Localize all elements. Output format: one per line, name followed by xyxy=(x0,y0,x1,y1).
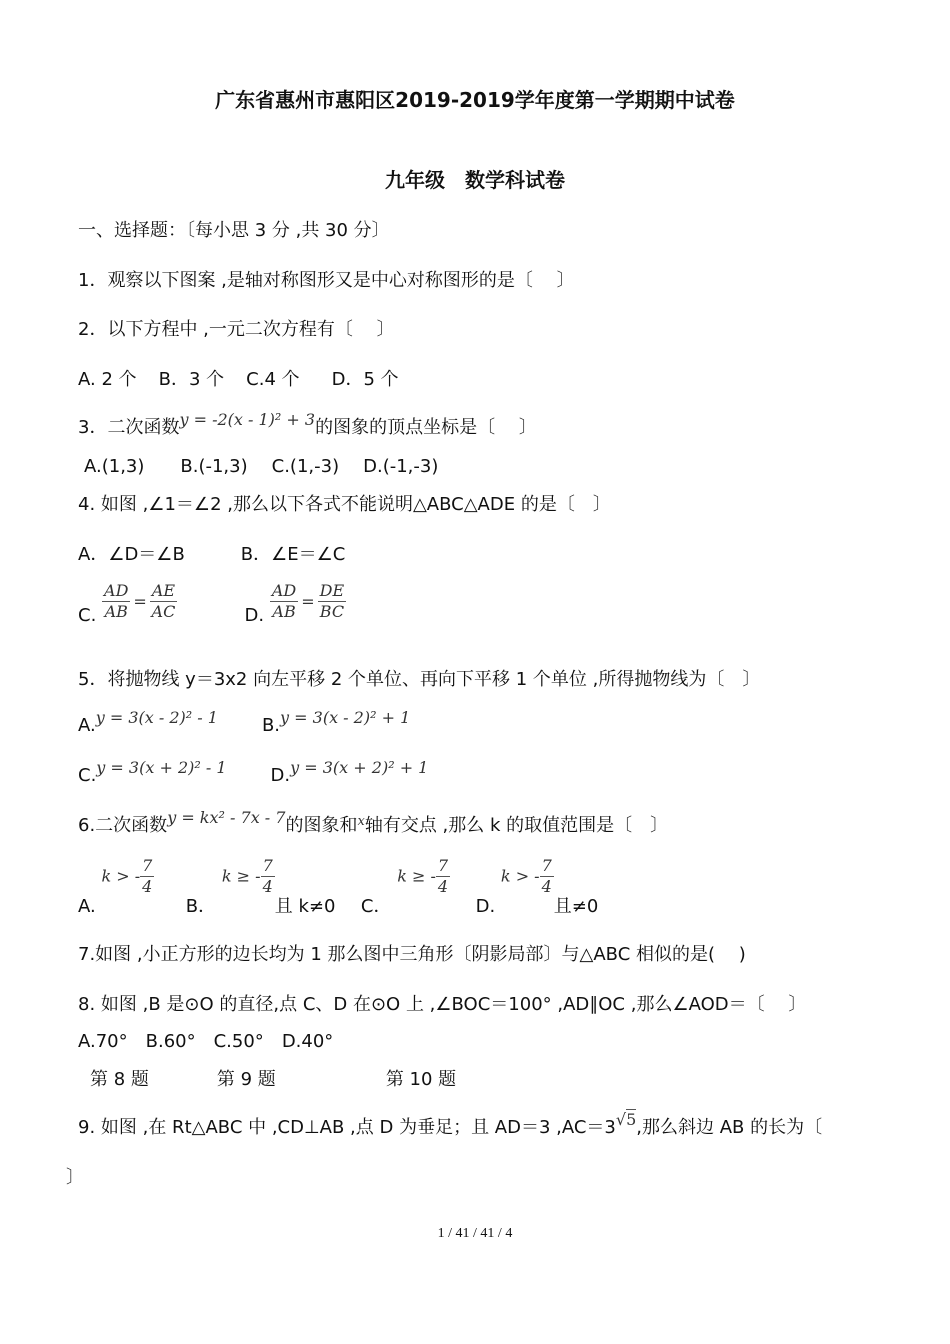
option-c-label: C. xyxy=(78,765,97,786)
question-9-prefix: 9. 如图 ,在 Rt△ABC 中 ,CD⊥AB ,点 D 为垂足；且 AD＝3 ,AC＝3 xyxy=(78,1117,616,1138)
question-6-mid: 的图象和 xyxy=(285,815,358,836)
option-c: C.50° xyxy=(213,1031,264,1052)
option-c-label: C． xyxy=(360,895,392,917)
question-3-prefix: 3．二次函数 xyxy=(78,417,180,438)
option-a: A．∠D＝∠B xyxy=(78,544,185,565)
option-b-label: B． xyxy=(185,895,217,917)
page-number: 1 / 41 / 41 / 4 xyxy=(437,1226,513,1241)
option-a-formula: y = 3(x - 2)² - 1 xyxy=(95,708,218,727)
fraction: $\frac{AD}{AB}$ xyxy=(104,581,129,621)
figure-8-label: 第 8 题 xyxy=(90,1069,149,1090)
figure-9-label: 第 9 题 xyxy=(216,1069,276,1090)
option-c: C.4 个 xyxy=(246,369,300,390)
question-1: 1．观察以下图案 ,是轴对称图形又是中心对称图形的是〔 〕 xyxy=(78,270,575,291)
option-c: C.(1,-3) xyxy=(271,456,340,477)
question-3 xyxy=(78,410,537,440)
figure-10-label: 第 10 题 xyxy=(385,1069,457,1090)
option-c-expr: k ≥ - xyxy=(397,866,436,886)
question-4-options-ab xyxy=(78,543,345,567)
question-2-options xyxy=(78,368,399,392)
exam-title: 广东省惠州市惠阳区2019-2019学年度第一学期期中试卷 xyxy=(215,88,735,112)
option-a: A. 2 个 xyxy=(78,369,137,390)
option-b-label: B. xyxy=(261,715,281,736)
option-b-formula: y = 3(x - 2)² + 1 xyxy=(280,708,411,727)
option-d-expr: k > - xyxy=(500,866,540,886)
option-a: A.70° xyxy=(78,1031,128,1052)
option-d: D.(-1,-3) xyxy=(363,456,439,477)
vertex-formula: y = -2(x - 1)² + 3 xyxy=(179,410,316,429)
option-c-label: C. xyxy=(78,604,97,626)
quadratic-formula: y = kx² - 7x - 7 xyxy=(167,808,286,827)
question-6-prefix: 6.二次函数 xyxy=(78,815,168,836)
option-a-label: A. xyxy=(78,895,96,917)
option-b: B.60° xyxy=(145,1031,196,1052)
option-b-expr: k ≥ - xyxy=(221,866,261,886)
option-b: B．∠E＝∠C xyxy=(240,544,346,565)
question-3-suffix: 的图象的顶点坐标是〔 〕 xyxy=(315,417,537,438)
sqrt-expression xyxy=(616,1110,636,1129)
option-d: D．5 个 xyxy=(331,369,399,390)
radicand: 5 xyxy=(626,1110,637,1129)
option-d: D.40° xyxy=(281,1031,334,1052)
question-5: 5．将抛物线 y＝3x2 向左平移 2 个单位、再向下平移 1 个单位 ,所得抛物线为〔 〕 xyxy=(78,669,761,690)
question-8: 8. 如图 ,B 是⊙O 的直径,点 C、D 在⊙O 上 ,∠BOC＝100° ,AD∥OC ,那么∠AOD＝〔 〕 xyxy=(78,994,807,1015)
question-9-suffix: ,那么斜边 AB 的长为〔 xyxy=(636,1117,823,1138)
option-d-formula: y = 3(x + 2)² + 1 xyxy=(290,758,429,777)
question-5-options-ab xyxy=(78,708,411,738)
option-b-suffix: 且 k≠0 xyxy=(274,895,336,917)
option-b: B.(-1,3) xyxy=(180,456,248,477)
question-8-options xyxy=(78,1030,333,1054)
fraction: $\frac{AD}{AB}$ xyxy=(271,581,297,621)
fraction: $\frac{DE}{BC}$ xyxy=(319,581,345,621)
question-4-options-cd: C. $\frac{AD}{AB}$ = $\frac{AE}{AC}$ D. $\frac{AD}{AB}$ = $\frac{DE}{BC}$ xyxy=(78,581,345,626)
option-d-suffix: 且≠0 xyxy=(553,895,599,917)
question-4: 4. 如图 ,∠1＝∠2 ,那么以下各式不能说明△ABC△ADE 的是〔 〕 xyxy=(78,494,611,515)
question-9-continuation: 〕 xyxy=(66,1167,84,1188)
option-d-label: D. xyxy=(475,895,496,917)
question-3-options xyxy=(84,455,438,479)
figure-labels xyxy=(90,1068,456,1092)
option-d-label: D. xyxy=(270,765,291,786)
fraction: $\frac{7}{4}$ xyxy=(437,856,449,896)
fraction: $\frac{7}{4}$ xyxy=(262,856,273,896)
fraction: $\frac{7}{4}$ xyxy=(541,856,552,896)
option-a: A.(1,3) xyxy=(84,456,145,477)
question-5-options-cd xyxy=(78,758,429,788)
sqrt-sign: √ xyxy=(615,1110,627,1129)
fraction: $\frac{7}{4}$ xyxy=(142,856,153,896)
option-d-label: D. xyxy=(244,604,265,626)
option-c-formula: y = 3(x + 2)² - 1 xyxy=(96,758,227,777)
option-b: B．3 个 xyxy=(158,369,225,390)
question-9 xyxy=(78,1110,823,1140)
fraction: $\frac{AE}{AC}$ xyxy=(151,581,176,621)
option-a-expr: k > - xyxy=(101,866,141,886)
question-6-options xyxy=(78,856,599,917)
exam-subtitle: 九年级 数学科试卷 xyxy=(385,168,565,192)
section-heading: 一、选择题：〔每小思 3 分 ,共 30 分〕 xyxy=(78,220,390,241)
question-7: 7.如图 ,小正方形的边长均为 1 那么图中三角形〔阴影局部〕与△ABC 相似的是( ) xyxy=(78,944,746,965)
variable-x: x xyxy=(357,814,365,829)
question-6-suffix: 轴有交点 ,那么 k 的取值范围是〔 〕 xyxy=(364,815,669,836)
question-6 xyxy=(78,808,669,840)
question-2: 2．以下方程中 ,一元二次方程有〔 〕 xyxy=(78,319,395,340)
option-a-label: A. xyxy=(78,715,96,736)
